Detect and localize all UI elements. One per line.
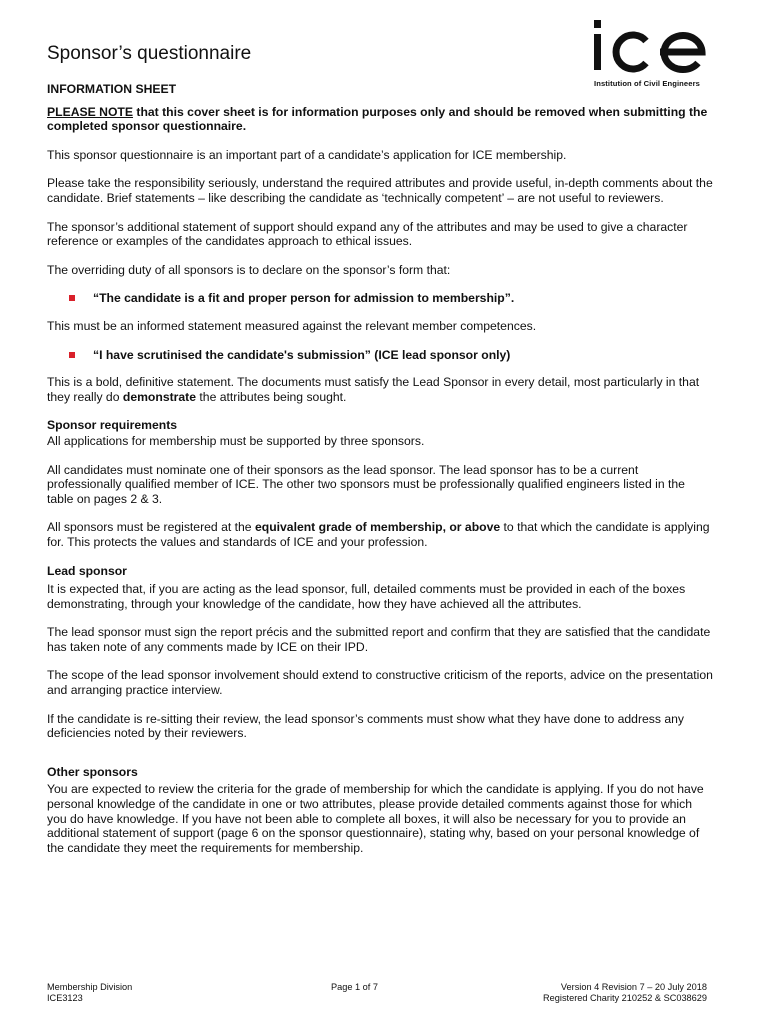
paragraph-responsibility: Please take the responsibility seriously, understand the required attributes and provide useful, in-depth comments about the candidate. Brief statements – like describing the candidate as ‘technically competent’ – are not useful to reviewers. bbox=[47, 176, 713, 205]
declaration-text-1: “The candidate is a fit and proper person for admission to membership”. bbox=[93, 291, 515, 306]
document-body bbox=[47, 82, 713, 855]
info-heading: INFORMATION SHEET bbox=[47, 82, 177, 96]
paragraph-registration-grade bbox=[47, 520, 713, 549]
paragraph-informed-statement: This must be an informed statement measured against the relevant member competences. bbox=[47, 318, 537, 333]
ice-logo-mark bbox=[590, 16, 715, 78]
heading-other-sponsors: Other sponsors bbox=[47, 764, 138, 779]
paragraph-lead-resit: If the candidate is re-sitting their review, the lead sponsor’s comments must show what they have done to address any deficiencies noted by their reviewers. bbox=[47, 711, 685, 741]
paragraph-bold-statement bbox=[47, 375, 713, 404]
text-run: the attributes being sought. bbox=[196, 389, 347, 404]
paragraph-lead-expected: It is expected that, if you are acting as the lead sponsor, full, detailed comments must be provided in each of the boxes demonstrating, through your knowledge of the candidate, how they have achieved all the attributes. bbox=[47, 582, 686, 611]
document-title: Sponsor’s questionnaire bbox=[47, 43, 252, 64]
heading-sponsor-requirements: Sponsor requirements bbox=[47, 418, 178, 433]
text-run: to that which the candidate is applying for. This protects the values and standards of ICE and your profession. bbox=[47, 520, 710, 549]
note-lead: PLEASE NOTE bbox=[47, 104, 134, 119]
heading-lead-sponsor: Lead sponsor bbox=[47, 564, 127, 579]
paragraph-additional-statement: The sponsor’s additional statement of support should expand any of the attributes and may be used to give a character reference or examples of the candidates approach to ethical issues. bbox=[47, 219, 688, 249]
logo-subtitle: Institution of Civil Engineers bbox=[594, 79, 700, 88]
paragraph-lead-scope: The scope of the lead sponsor involvement should extend to constructive criticism of the reports, advice on the presentation and arranging practice interview. bbox=[47, 668, 713, 698]
paragraph-lead-sign: The lead sponsor must sign the report précis and the submitted report and confirm that they are satisfied that the candidate has taken note of any comments made by ICE on their IPD. bbox=[47, 625, 711, 654]
footer-doc-code: ICE3123 bbox=[47, 993, 83, 1003]
declaration-bullet-1 bbox=[69, 291, 713, 306]
note-text: that this cover sheet is for information purposes only and should be removed when submitting the completed sponsor questionnaire. bbox=[47, 104, 708, 134]
emphasis-grade: equivalent grade of membership, or above bbox=[254, 520, 501, 535]
bullet-square-icon bbox=[69, 295, 75, 301]
note-paragraph bbox=[47, 105, 713, 134]
text-run: All sponsors must be registered at the bbox=[47, 520, 255, 535]
footer-left bbox=[47, 982, 132, 1004]
declaration-text-2: “I have scrutinised the candidate's submission” (ICE lead sponsor only) bbox=[93, 347, 511, 362]
emphasis-demonstrate: demonstrate bbox=[122, 389, 197, 404]
paragraph-overriding-duty: The overriding duty of all sponsors is to declare on the sponsor’s form that: bbox=[47, 262, 451, 277]
paragraph-lead-nomination: All candidates must nominate one of their sponsors as the lead sponsor. The lead sponsor has to be a current professionally qualified member of ICE. The other two sponsors must be professionally qualified engineers listed in the table on pages 2 & 3. bbox=[47, 462, 685, 506]
footer-charity: Registered Charity 210252 & SC038629 bbox=[543, 993, 707, 1003]
text-run: This is a bold, definitive statement. The documents must satisfy the Lead Sponsor in every detail, most particularly in that they really do bbox=[47, 375, 700, 404]
footer-right bbox=[543, 982, 707, 1004]
footer-version: Version 4 Revision 7 – 20 July 2018 bbox=[560, 982, 707, 992]
footer-division: Membership Division bbox=[47, 982, 133, 992]
paragraph-three-sponsors: All applications for membership must be supported by three sponsors. bbox=[47, 433, 425, 448]
footer-page-number: Page 1 of 7 bbox=[331, 982, 378, 992]
ice-logo bbox=[590, 16, 715, 91]
paragraph-intro: This sponsor questionnaire is an important part of a candidate’s application for ICE membership. bbox=[47, 147, 567, 162]
declaration-bullet-2 bbox=[69, 348, 713, 363]
bullet-square-icon bbox=[69, 352, 75, 358]
paragraph-other-sponsors: You are expected to review the criteria for the grade of membership for which the candidate is applying. If you do not have personal knowledge of the candidate in one or two attributes, please provide detailed comments against those for which you do have knowledge. If you have not been able to complete all boxes, it will also be necessary for you to provide an additional statement of support (page 6 on the sponsor questionnaire), stating why, based on your personal knowledge of the candidate they meet the requirements for membership. bbox=[47, 782, 704, 855]
